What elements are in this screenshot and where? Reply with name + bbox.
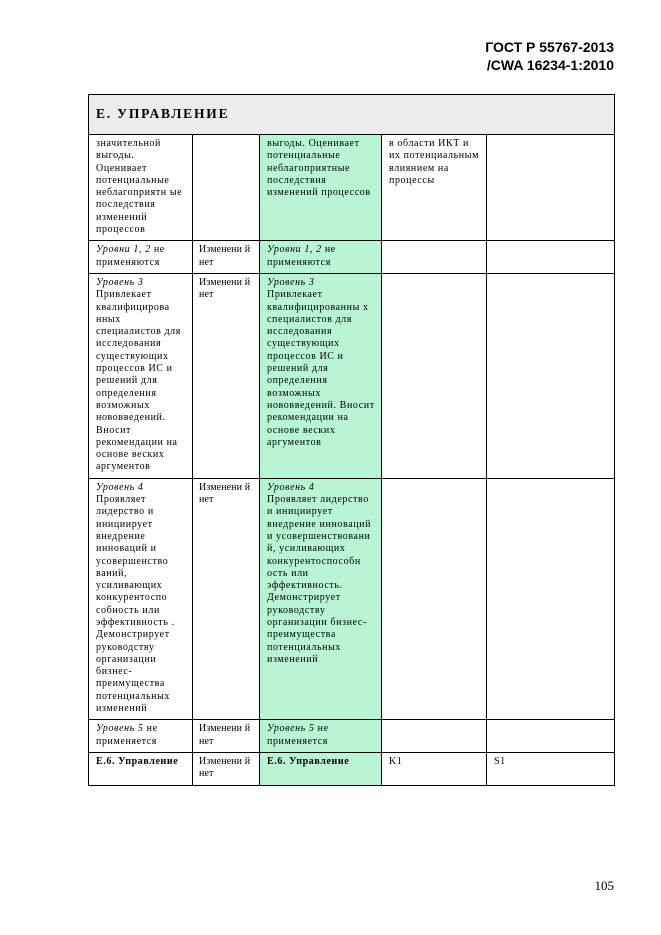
cell-knowledge [382, 478, 487, 720]
standard-equivalent: /CWA 16234-1:2010 [486, 57, 614, 73]
standard-header [485, 38, 614, 74]
cell-knowledge [382, 273, 487, 478]
cell-original: Уровень 3 Привлекает квалифицирова нных специалистов для исследования существующих процессов ИС и решений для определения возможных нововведений. Вносит рекомендации на основе веских аргументов [89, 273, 193, 478]
cell-knowledge [382, 720, 487, 753]
cell-original: Уровень 5 не применяется [89, 720, 193, 753]
page-number: 105 [594, 878, 614, 893]
cell-change: Изменени й нет [193, 752, 260, 785]
level-label: Уровень 4 [267, 481, 315, 493]
section-header-row [89, 95, 615, 135]
cell-skills: S1 [487, 752, 615, 785]
cell-national: Уровень 5 не применяется [260, 720, 382, 753]
cell-change: Изменени й нет [193, 720, 260, 753]
table-row [89, 241, 615, 274]
level-label: Уровень 3 [267, 276, 315, 288]
table-row [89, 135, 615, 241]
level-label: Уровень 3 [96, 276, 144, 288]
level-label: Уровень 4 [96, 481, 144, 493]
cell-skills [487, 273, 615, 478]
cell-original: значительной выгоды. Оценивает потенциальные неблагоприятн ые последствия изменений процессов [89, 135, 193, 241]
level-label: Уровни 1, 2 [96, 244, 151, 256]
table-row [89, 720, 615, 753]
cell-national: Уровни 1, 2 не применяются [260, 241, 382, 274]
cell-knowledge: в области ИКТ и их потенциальным влиянием на процессы [382, 135, 487, 241]
level-label: Уровень 5 [96, 723, 144, 735]
standard-number: ГОСТ Р 55767-2013 [485, 39, 614, 55]
cell-national: Е.6. Управление [260, 752, 382, 785]
cell-skills [487, 478, 615, 720]
cell-change: Изменени й нет [193, 273, 260, 478]
table-row [89, 273, 615, 478]
cell-national: выгоды. Оценивает потенциальные неблагоприятные последствия изменений процессов [260, 135, 382, 241]
cell-national: Уровень 3 Привлекает квалифицированны х специалистов для исследования существующих процессов ИС и решений для определения возможных нововведений. Вносит рекомендации на основе веских аргументов [260, 273, 382, 478]
cell-skills [487, 241, 615, 274]
cell-skills [487, 135, 615, 241]
level-label: Уровень 5 [267, 723, 315, 735]
section-title: Е. УПРАВЛЕНИЕ [89, 95, 615, 135]
cell-national: Уровень 4 Проявляет лидерство и инициирует внедрение инноваций и усовершенствовани й, усиливающих конкурентоспособн ость или эффективность. Демонстрирует руководству организации бизнес-преимущества потенциальных изменений [260, 478, 382, 720]
level-label: Уровни 1, 2 [267, 244, 322, 256]
cell-change [193, 135, 260, 241]
cell-change: Изменени й нет [193, 241, 260, 274]
cell-skills [487, 720, 615, 753]
table-row [89, 752, 615, 785]
cell-knowledge: K1 [382, 752, 487, 785]
cell-change: Изменени й нет [193, 478, 260, 720]
cell-original: Е.6. Управление [89, 752, 193, 785]
cell-knowledge [382, 241, 487, 274]
table-row [89, 478, 615, 720]
cell-original: Уровни 1, 2 не применяются [89, 241, 193, 274]
cell-original: Уровень 4 Проявляет лидерство и инициирует внедрение инноваций и усовершенство ваний, усиливающих конкурентоспо собность или эффективность . Демонстрирует руководству организации бизнес-преимущества потенциальных изменений [89, 478, 193, 720]
competence-table [88, 94, 615, 786]
